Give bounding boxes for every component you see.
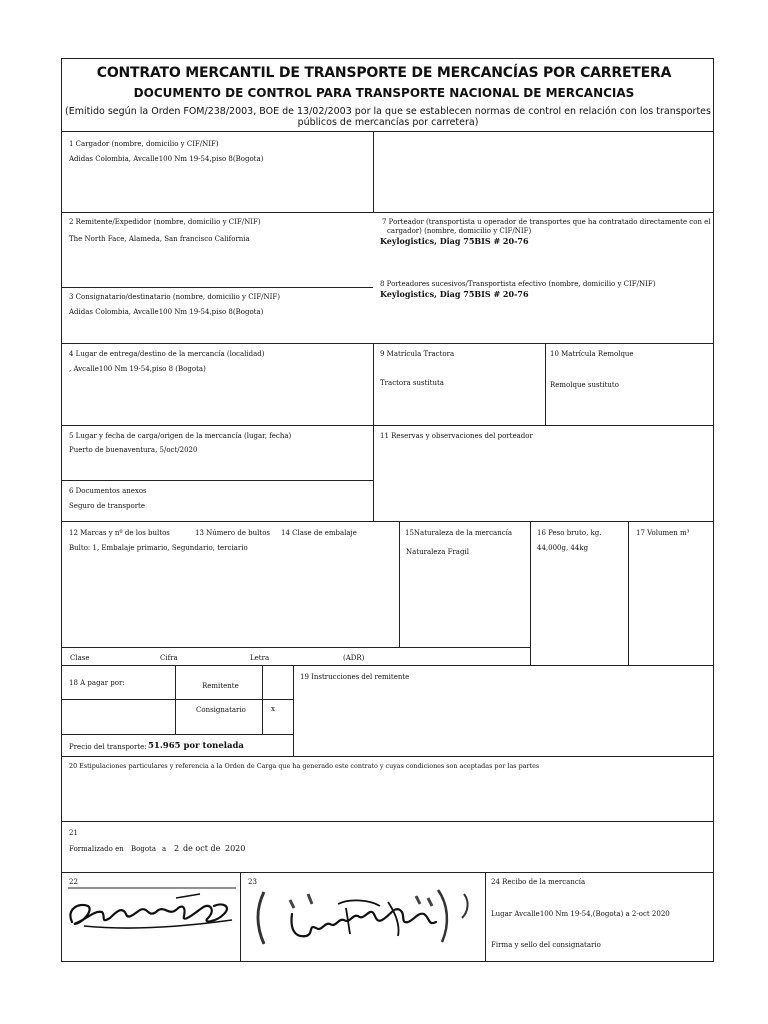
field-13-label: 13 Número de bultos [195,529,271,537]
field-16-value: 44,000g, 44kg [537,544,589,552]
field-12-value: Bulto: 1, Embalaje primario, Segundario, terciario [69,544,248,552]
field-23-label: 23 [248,878,257,886]
form-frame [61,58,714,962]
field-3-label: 3 Consignatario/destinatario (nombre, domicilio y CIF/NIF) [69,293,281,301]
field-4-label: 4 Lugar de entrega/destino de la mercancía (localidad) [69,350,265,358]
divider [61,821,714,822]
divider [61,647,530,648]
divider [545,343,546,425]
divider [61,521,714,522]
divider [175,665,176,734]
divider [61,343,714,344]
field-4-value: , Avcalle100 Nm 19-54,piso 8 (Bogota) [69,365,206,373]
divider [61,131,714,132]
price-value: 51.965 por tonelada [148,741,244,751]
divider [61,872,714,873]
divider [530,521,531,665]
document-subtitle: DOCUMENTO DE CONTROL PARA TRANSPORTE NACIONAL DE MERCANCIAS [133,86,635,100]
field-5-value: Puerto de buenaventura, 5/oct/2020 [69,446,198,454]
field-21-city: Bogota [131,845,157,853]
adr-clase-label: Clase [70,654,90,662]
divider [61,212,714,213]
field-5-label: 5 Lugar y fecha de carga/origen de la mercancía (lugar, fecha) [69,432,292,440]
divider [628,521,629,665]
divider [61,665,714,666]
field-24-value: Lugar Avcalle100 Nm 19-54,(Bogota) a 2-oct 2020 [491,910,670,918]
field-19-label: 19 Instrucciones del remitente [300,673,410,681]
signature-23 [250,884,482,954]
field-22-label: 22 [69,878,78,886]
divider [61,480,373,481]
field-21-formalizado: Formalizado en [69,845,124,853]
field-21-day: 2 [174,844,180,853]
field-15-label: 15Naturaleza de la mercancía [405,529,513,537]
divider [61,287,373,288]
price-label: Precio del transporte: [69,743,147,751]
divider [61,699,293,700]
field-21-month: de oct de [183,844,221,853]
adr-label: (ADR) [343,654,365,662]
divider [240,872,241,962]
field-2-value: The North Face, Alameda, San francisco California [69,235,250,243]
divider [61,425,714,426]
field-7-value: Keylogistics, Diag 75BIS # 20-76 [380,236,529,246]
divider [399,521,400,647]
field-18-mark: x [271,705,275,713]
field-24-label: 24 Recibo de la mercancía [491,878,586,886]
field-21-year: 2020 [225,844,246,853]
field-9-label: 9 Matrícula Tractora [380,350,455,358]
field-8-value: Keylogistics, Diag 75BIS # 20-76 [380,289,529,299]
field-2-label: 2 Remitente/Expedidor (nombre, domicilio y CIF/NIF) [69,218,261,226]
adr-cifra-label: Cifra [160,654,178,662]
field-21-a: a [162,845,167,853]
document-title: CONTRATO MERCANTIL DE TRANSPORTE DE MERCANCÍAS POR CARRETERA [96,65,672,81]
field-24-sign: Firma y sello del consignatario [491,941,601,949]
field-11-label: 11 Reservas y observaciones del porteador [380,432,533,440]
field-3-value: Adidas Colombia, Avcalle100 Nm 19-54,piso 8(Bogota) [69,308,264,316]
field-14-label: 14 Clase de embalaje [281,529,357,537]
divider [262,665,263,734]
field-6-label: 6 Documentos anexos [69,487,147,495]
divider [485,872,486,962]
field-18-remitente: Remitente [202,682,239,690]
field-7-label: 7 Porteador (transportista u operador de transportes que ha contratado directamente con el [382,218,711,226]
divider [61,756,714,757]
divider [61,734,293,735]
field-16-label: 16 Peso bruto, kg. [537,529,602,537]
field-10-value: Remolque sustituto [550,381,619,389]
field-9-value: Tractora sustituta [380,379,444,387]
field-18-consignatario: Consignatario [196,706,246,714]
field-21-label: 21 [69,829,78,837]
signature-22 [64,884,240,940]
field-10-label: 10 Matrícula Remolque [550,350,634,358]
field-6-value: Seguro de transporte [69,502,145,510]
adr-letra-label: Letra [250,654,270,662]
field-20-label: 20 Estipulaciones particulares y referencia a la Orden de Carga que ha generado este contrato y cuyas condiciones son aceptadas por las partes [69,762,540,770]
divider [373,131,374,213]
field-7-label-cont: cargador) (nombre, domicilio y CIF/NIF) [387,227,532,235]
field-8-label: 8 Porteadores sucesivos/Transportista efectivo (nombre, domicilio y CIF/NIF) [380,280,656,288]
field-18-label: 18 A pagar por: [69,679,125,687]
field-12-label: 12 Marcas y nº de los bultos [69,529,170,537]
field-1-value: Adidas Colombia, Avcalle100 Nm 19-54,piso 8(Bogota) [69,155,264,163]
field-17-label: 17 Volumen m³ [636,529,690,537]
divider [373,343,374,521]
document-note: (Emitido según la Orden FOM/238/2003, BOE de 13/02/2003 por la que se establecen normas de control en relación con los transportes públicos de mercancías por carretera) [65,106,711,128]
field-1-label: 1 Cargador (nombre, domicilio y CIF/NIF) [69,140,219,148]
field-15-value: Naturaleza Fragil [406,548,469,556]
divider [293,665,294,756]
